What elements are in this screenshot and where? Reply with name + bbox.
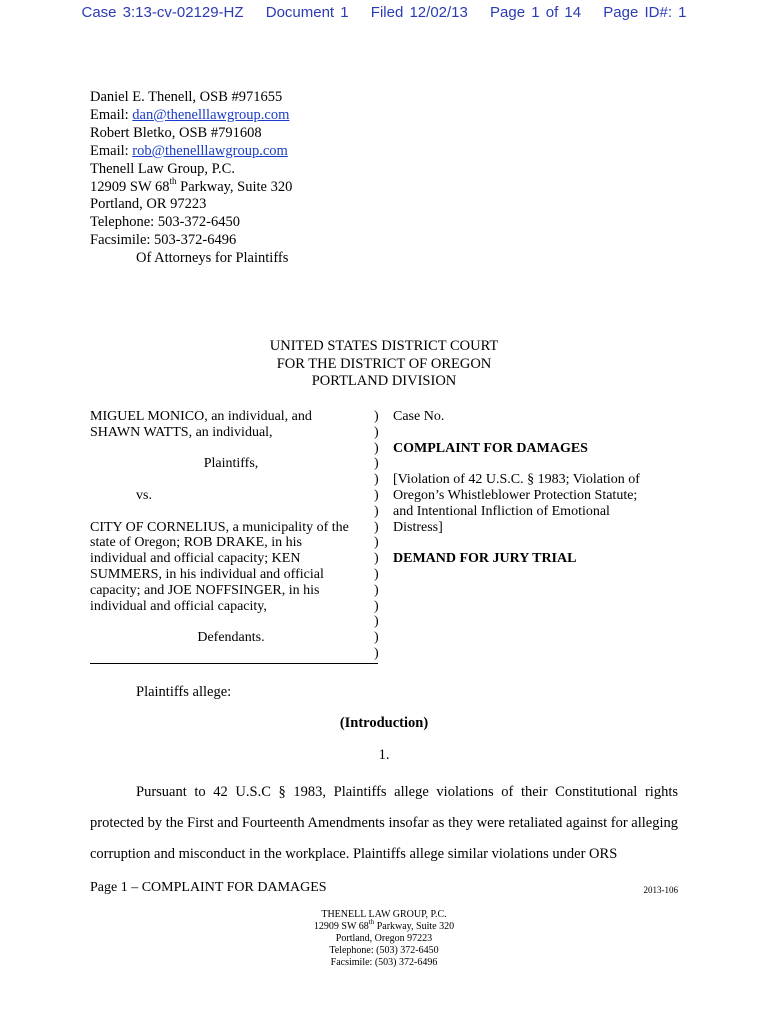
attorney-1-email-line: Email: dan@thenelllawgroup.com	[90, 106, 290, 123]
violation-line-4: Distress]	[393, 519, 443, 535]
violation-line-3: and Intentional Infliction of Emotional	[393, 503, 610, 519]
of-attorneys: Of Attorneys for Plaintiffs	[136, 250, 289, 267]
paragraph-1	[90, 777, 678, 870]
case-number: Case 3:13-cv-02129-HZ	[81, 4, 244, 21]
attorney-2-email-line: Email: rob@thenelllawgroup.com	[90, 142, 288, 159]
violation-line-1: [Violation of 42 U.S.C. § 1983; Violation of	[393, 472, 640, 488]
court-line-3: PORTLAND DIVISION	[311, 373, 457, 389]
paragraph-1-text: Pursuant to 42 U.S.C § 1983, Plaintiffs allege violations of their Constitutional rights protected by the First and Fourteenth Amendments insofar as they were retaliated against for alleging corruption and misconduct in the workplace. Plaintiffs allege similar violations under ORS	[90, 784, 678, 862]
footer-city: Portland, Oregon 97223	[335, 933, 433, 944]
parties-block	[90, 409, 372, 646]
defendant-line-6: individual and official capacity,	[90, 598, 267, 614]
plaintiff-line-2: SHAWN WATTS, an individual,	[90, 424, 273, 440]
caption-parens: ) ) ) ) ) ) ) ) ) ) ) ) ) ) ) )	[374, 409, 379, 661]
complaint-title: COMPLAINT FOR DAMAGES	[393, 440, 588, 456]
ecf-header	[0, 4, 768, 21]
case-no: Case No.	[393, 409, 445, 424]
firm-city: Portland, OR 97223	[90, 196, 207, 213]
footer-facsimile: Facsimile: (503) 372-6496	[330, 957, 438, 968]
plaintiffs-allege: Plaintiffs allege:	[136, 684, 232, 700]
introduction-heading: (Introduction)	[339, 715, 429, 731]
court-line-1: UNITED STATES DISTRICT COURT	[269, 338, 499, 354]
footer-doc-code: 2013-106	[643, 885, 678, 895]
violation-line-2: Oregon’s Whistleblower Protection Statute;	[393, 487, 638, 503]
defendant-line-2: state of Oregon; ROB DRAKE, in his	[90, 535, 302, 551]
caption-right	[393, 409, 693, 567]
paragraph-number: 1.	[378, 747, 390, 763]
attorney-block	[90, 89, 292, 268]
defendant-line-4: SUMMERS, in his individual and official	[90, 566, 324, 582]
firm-facsimile: Facsimile: 503-372-6496	[90, 232, 237, 249]
email-link-dan[interactable]: dan@thenelllawgroup.com	[132, 106, 290, 123]
page-count: Page 1 of 14	[490, 4, 582, 21]
court-title	[0, 338, 768, 391]
email-link-rob[interactable]: rob@thenelllawgroup.com	[132, 142, 288, 159]
defendant-line-1: CITY OF CORNELIUS, a municipality of the	[90, 519, 349, 535]
footer-address: 12909 SW 68th Parkway, Suite 320	[313, 917, 455, 932]
filed-date: Filed 12/02/13	[370, 4, 468, 21]
attorney-1: Daniel E. Thenell, OSB #971655	[90, 89, 283, 105]
court-line-2: FOR THE DISTRICT OF OREGON	[276, 355, 492, 372]
caption-rule	[90, 663, 378, 664]
document-number: Document 1	[265, 4, 349, 21]
footer-telephone: Telephone: (503) 372-6450	[329, 945, 439, 956]
defendant-line-5: capacity; and JOE NOFFSINGER, in his	[90, 582, 320, 598]
footer-page-label: Page 1 – COMPLAINT FOR DAMAGES	[90, 880, 327, 895]
versus: vs.	[136, 487, 152, 503]
attorney-2: Robert Bletko, OSB #791608	[90, 124, 262, 141]
firm-telephone: Telephone: 503-372-6450	[90, 214, 240, 231]
jury-demand: DEMAND FOR JURY TRIAL	[393, 551, 577, 567]
firm-address: 12909 SW 68th Parkway, Suite 320	[90, 175, 293, 195]
plaintiffs-label: Plaintiffs,	[203, 456, 259, 472]
firm-name: Thenell Law Group, P.C.	[90, 160, 235, 177]
defendant-line-3: individual and official capacity; KEN	[90, 551, 301, 567]
page-id: Page ID#: 1	[603, 4, 687, 21]
plaintiff-line-1: MIGUEL MONICO, an individual, and	[90, 409, 312, 424]
defendants-label: Defendants.	[197, 630, 265, 646]
footer-firm-name: THENELL LAW GROUP, P.C.	[321, 909, 447, 920]
footer-firm-block	[0, 909, 768, 969]
